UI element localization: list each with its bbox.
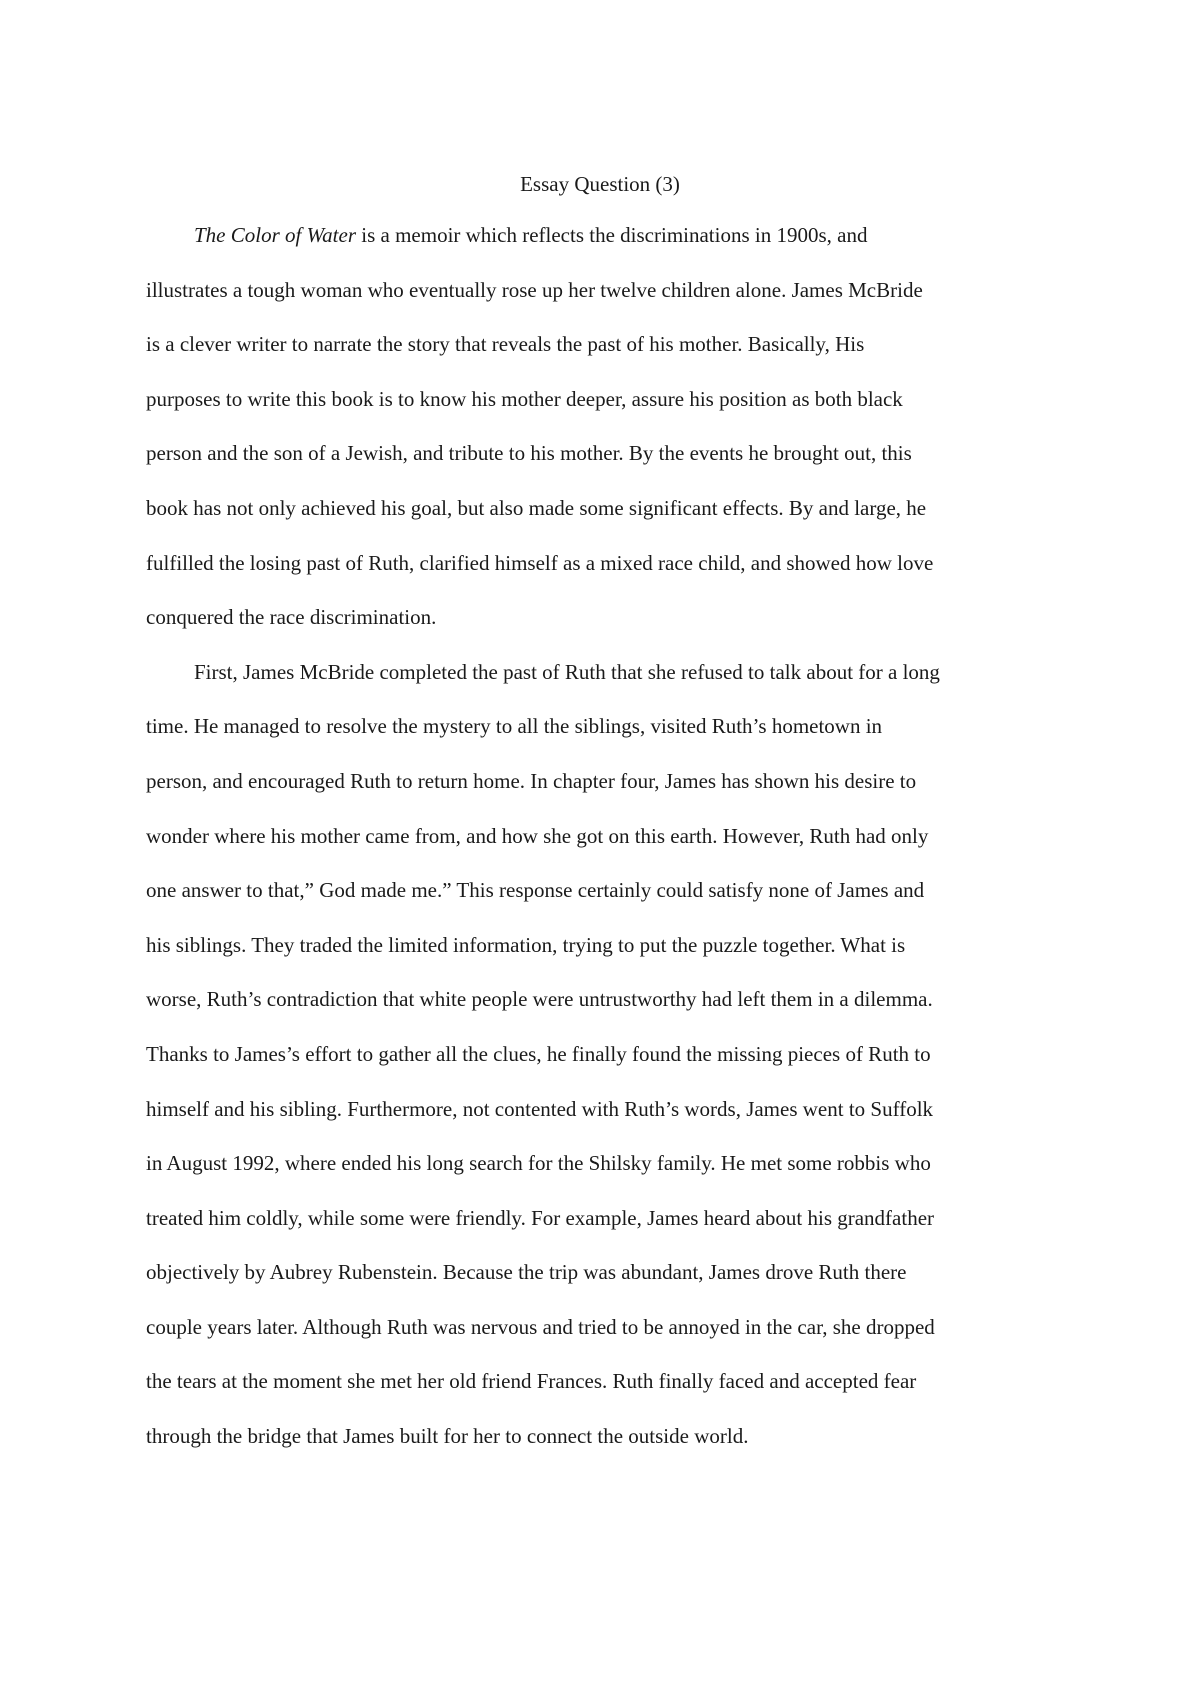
paragraph-2-line: First, James McBride completed the past of Ruth that she refused to talk about for a long (194, 659, 940, 684)
paragraph-2-line: objectively by Aubrey Rubenstein. Because the trip was abundant, James drove Ruth there (146, 1260, 907, 1285)
paragraph-2-line: in August 1992, where ended his long search for the Shilsky family. He met some robbis who (146, 1151, 931, 1176)
paragraph-2-line: Thanks to James’s effort to gather all the clues, he finally found the missing pieces of Ruth to (146, 1041, 931, 1066)
paragraph-2-line: person, and encouraged Ruth to return home. In chapter four, James has shown his desire to (146, 768, 917, 793)
paragraph-2-line: himself and his sibling. Furthermore, not contented with Ruth’s words, James went to Suffolk (146, 1096, 934, 1121)
paragraph-1-line: purposes to write this book is to know his mother deeper, assure his position as both black (146, 386, 903, 411)
paragraph-2-line: wonder where his mother came from, and how she got on this earth. However, Ruth had only (146, 823, 929, 848)
essay-title: Essay Question (3) (520, 172, 680, 196)
paragraph-1-line: book has not only achieved his goal, but also made some significant effects. By and large, he (146, 495, 927, 520)
paragraph-1-line-1-text: is a memoir which reflects the discriminations in 1900s, and (356, 223, 868, 247)
paragraph-2-line: one answer to that,” God made me.” This response certainly could satisfy none of James and (146, 878, 925, 903)
paragraph-2-line: his siblings. They traded the limited information, trying to put the puzzle together. What is (146, 932, 906, 957)
paragraph-1-line: illustrates a tough woman who eventually rose up her twelve children alone. James McBride (146, 277, 923, 302)
paragraph-1-line: fulfilled the losing past of Ruth, clarified himself as a mixed race child, and showed how love (146, 550, 934, 575)
paragraph-2-line: couple years later. Although Ruth was nervous and tried to be annoyed in the car, she dropped (146, 1314, 935, 1339)
paragraph-1-line-1 (146, 220, 1086, 275)
paragraph-2-line: treated him coldly, while some were friendly. For example, James heard about his grandfather (146, 1205, 935, 1230)
paragraph-1-line: conquered the race discrimination. (146, 605, 437, 630)
paragraph-1-line: person and the son of a Jewish, and tribute to his mother. By the events he brought out, this (146, 441, 912, 466)
essay-body (146, 220, 1086, 1476)
paragraph-2-line: the tears at the moment she met her old friend Frances. Ruth finally faced and accepted fear (146, 1369, 917, 1394)
paragraph-2-line: through the bridge that James built for her to connect the outside world. (146, 1424, 749, 1449)
paragraph-1-line: is a clever writer to narrate the story that reveals the past of his mother. Basically, His (146, 332, 865, 357)
book-title: The Color of Water (194, 223, 356, 247)
paragraph-2-line: worse, Ruth’s contradiction that white people were untrustworthy had left them in a dilemma. (146, 987, 933, 1012)
paragraph-2-line: time. He managed to resolve the mystery to all the siblings, visited Ruth’s hometown in (146, 714, 883, 739)
